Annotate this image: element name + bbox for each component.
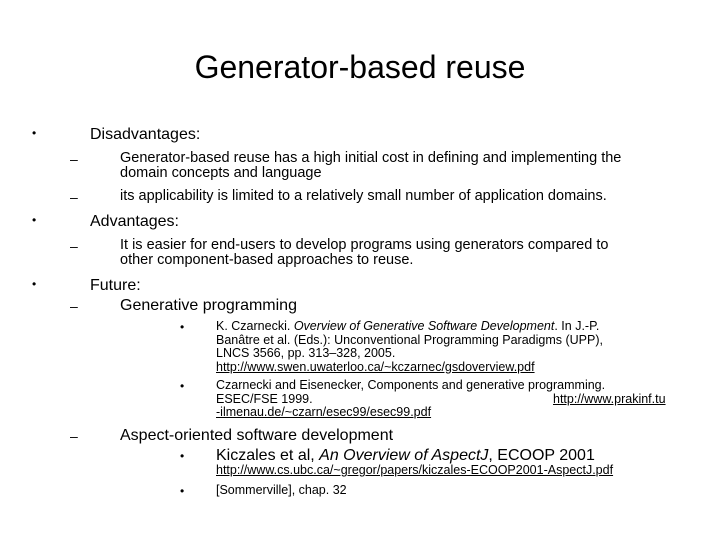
- bullet-advantages: •: [32, 213, 37, 227]
- slide-title: Generator-based reuse: [194, 49, 526, 85]
- gen-ref-1-line1: [216, 320, 599, 334]
- aspect-ref-1-link[interactable]: http://www.cs.ubc.ca/~gregor/papers/kiczales-ECOOP2001-AspectJ.pdf: [216, 463, 614, 477]
- advantages-heading: Advantages:: [90, 213, 179, 230]
- bullet-disadvantages: •: [32, 126, 37, 140]
- gen-ref-1-title: Overview of Generative Software Development: [293, 319, 555, 333]
- disadvantages-heading: Disadvantages:: [90, 126, 201, 143]
- gen-ref-1-tail: . In J.-P.: [554, 319, 600, 333]
- bullet-aspect-ref-2: •: [180, 484, 185, 498]
- bullet-gen-ref-1: •: [180, 320, 185, 334]
- gen-ref-1-line2: Banâtre et al. (Eds.): Unconventional Programming Paradigms (UPP),: [216, 332, 603, 347]
- gen-ref-2-line2-left: ESEC/FSE 1999.: [216, 391, 313, 406]
- aspect-ref-2: [Sommerville], chap. 32: [216, 483, 347, 497]
- gen-ref-2-line1: Czarnecki and Eisenecker, Components and generative programming.: [216, 378, 606, 392]
- aspect-oriented-label: Aspect-oriented software development: [120, 427, 394, 444]
- future-heading: Future:: [90, 277, 141, 294]
- disadvantage-item-2: its applicability is limited to a relatively small number of application domains.: [120, 188, 607, 204]
- gen-ref-1-line3: LNCS 3566, pp. 313–328, 2005.: [216, 346, 396, 360]
- aspect-ref-1-line1: [216, 447, 595, 464]
- aspect-ref-1-tail: , ECOOP 2001: [488, 447, 595, 464]
- disadvantage-item-1-line2: domain concepts and language: [120, 165, 322, 181]
- bullet-future: •: [32, 277, 37, 291]
- gen-ref-2-link-part1[interactable]: http://www.prakinf.tu: [553, 391, 666, 406]
- dash-disadv-1: –: [70, 151, 78, 167]
- aspect-ref-1-author: Kiczales et al,: [216, 447, 320, 464]
- disadvantage-item-1-line1: Generator-based reuse has a high initial cost in defining and implementing the: [120, 150, 622, 166]
- gen-ref-1-link[interactable]: http://www.swen.uwaterloo.ca/~kczarnec/gsdoverview.pdf: [216, 359, 535, 374]
- dash-adv-1: –: [70, 238, 78, 254]
- bullet-gen-ref-2: •: [180, 379, 185, 393]
- gen-ref-1-author: K. Czarnecki.: [216, 319, 294, 333]
- advantage-item-1-line1: It is easier for end-users to develop programs using generators compared to: [120, 237, 609, 253]
- dash-aspect: –: [70, 428, 78, 444]
- generative-programming-label: Generative programming: [120, 297, 297, 314]
- gen-ref-2-link-part2[interactable]: -ilmenau.de/~czarn/esec99/esec99.pdf: [216, 405, 432, 419]
- dash-generative: –: [70, 298, 78, 314]
- bullet-aspect-ref-1: •: [180, 449, 185, 463]
- dash-disadv-2: –: [70, 189, 78, 205]
- aspect-ref-1-title: An Overview of AspectJ: [319, 447, 489, 464]
- advantage-item-1-line2: other component-based approaches to reuse.: [120, 252, 414, 268]
